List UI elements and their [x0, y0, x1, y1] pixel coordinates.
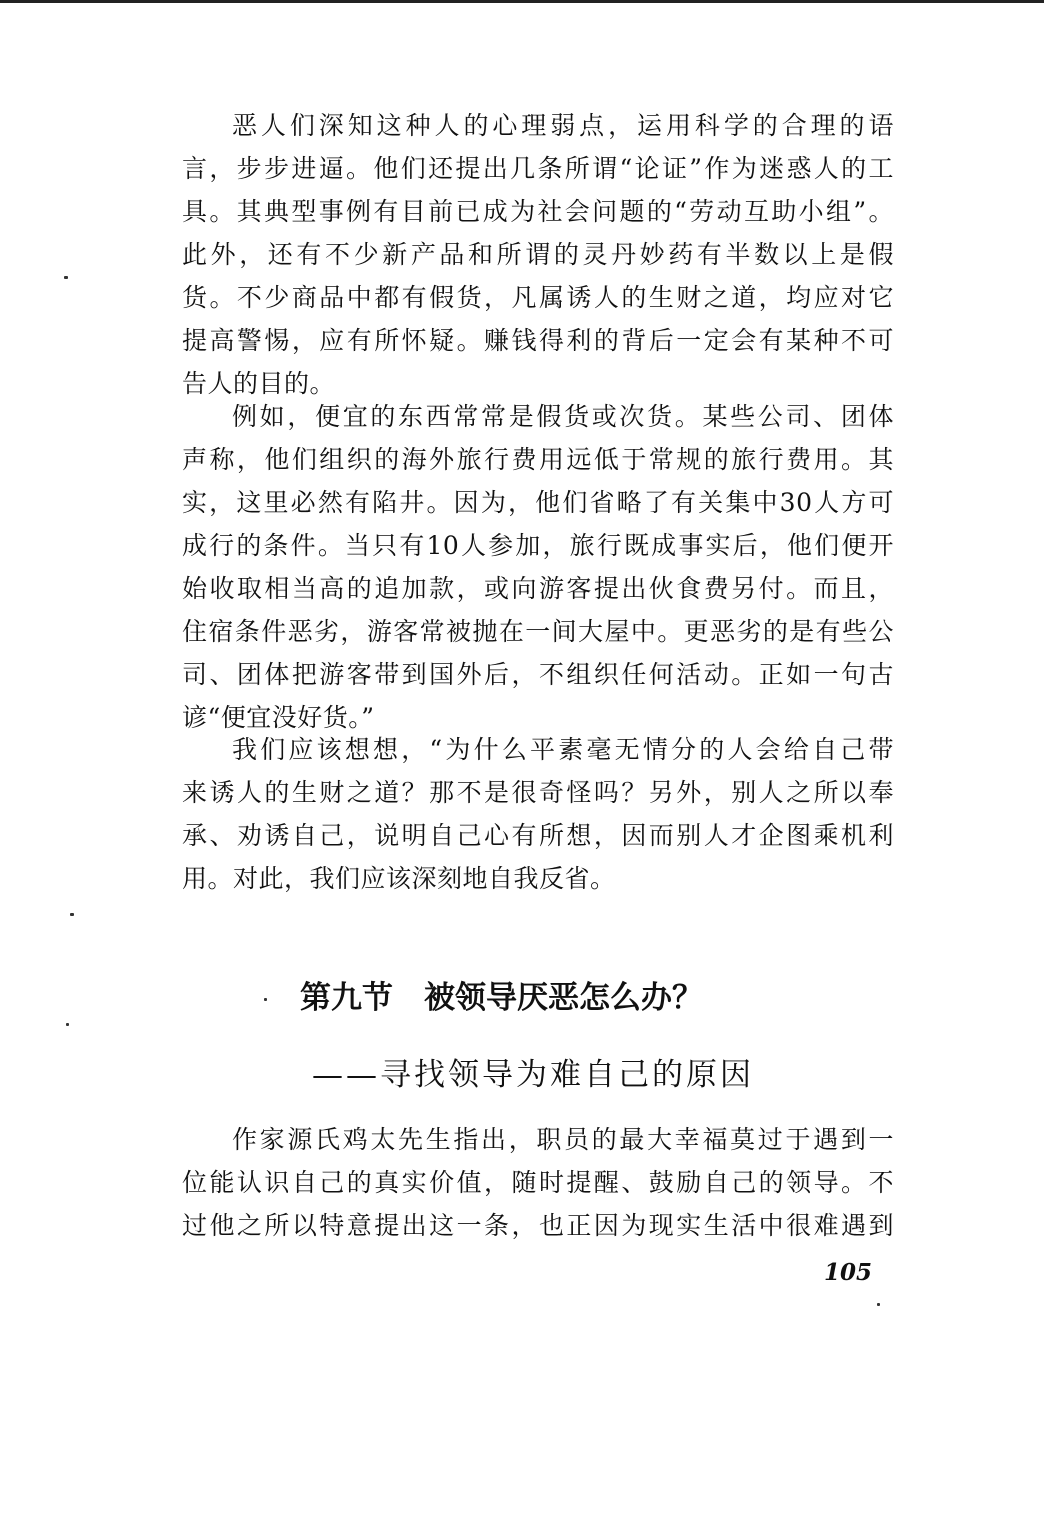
paragraph-2: [182, 395, 894, 739]
text-line: 实，这里必然有陷井。因为，他们省略了有关集中30人方可: [182, 488, 894, 517]
text-line: 成行的条件。当只有10人参加，旅行既成事实后，他们便开: [182, 531, 894, 560]
text-line: 用。对此，我们应该深刻地自我反省。: [182, 864, 616, 893]
text-line: 位能认识自己的真实价值，随时提醒、鼓励自己的领导。不: [182, 1168, 894, 1197]
text-line: 始收取相当高的追加款，或向游客提出伙食费另付。而且，: [182, 574, 894, 603]
text-line: 言，步步进逼。他们还提出几条所谓“论证”作为迷惑人的工: [182, 154, 894, 183]
scan-speck: [264, 998, 267, 1001]
top-border-rule: [0, 0, 1044, 3]
page-number: 105: [824, 1259, 873, 1286]
paragraph-4: [182, 1118, 894, 1247]
text-line: 司、团体把游客带到国外后，不组织任何活动。正如一句古: [182, 660, 894, 689]
text-line: 住宿条件恶劣，游客常被抛在一间大屋中。更恶劣的是有些公: [182, 617, 894, 646]
paragraph-1: [182, 104, 894, 405]
text-line: 谚“便宜没好货。”: [182, 703, 375, 732]
text-line: 作家源氏鸡太先生指出，职员的最大幸福莫过于遇到一: [232, 1125, 894, 1154]
section-subheading: ——寻找领导为难自己的原因: [312, 1057, 754, 1093]
scan-speck: [877, 1303, 880, 1306]
scan-speck: [64, 276, 68, 279]
text-line: 具。其典型事例有目前已成为社会问题的“劳动互助小组”。: [182, 197, 894, 226]
text-line: 承、劝诱自己，说明自己心有所想，因而别人才企图乘机利: [182, 821, 894, 850]
text-line: 来诱人的生财之道？那不是很奇怪吗？另外，别人之所以奉: [182, 778, 894, 807]
section-heading: 第九节 被领导厌恶怎么办？: [300, 980, 703, 1016]
text-line: 例如，便宜的东西常常是假货或次货。某些公司、团体: [232, 402, 894, 431]
text-line: 告人的目的。: [182, 369, 336, 398]
text-line: 提高警惕，应有所怀疑。赚钱得利的背后一定会有某种不可: [182, 326, 894, 355]
paragraph-3: [182, 728, 894, 900]
scan-speck: [66, 1023, 69, 1026]
text-line: 声称，他们组织的海外旅行费用远低于常规的旅行费用。其: [182, 445, 894, 474]
text-line: 此外，还有不少新产品和所谓的灵丹妙药有半数以上是假: [182, 240, 894, 269]
scan-speck: [70, 913, 74, 916]
text-line: 过他之所以特意提出这一条，也正因为现实生活中很难遇到: [182, 1211, 894, 1240]
text-line: 我们应该想想，“为什么平素毫无情分的人会给自己带: [232, 735, 894, 764]
text-line: 恶人们深知这种人的心理弱点，运用科学的合理的语: [232, 111, 894, 140]
text-line: 货。不少商品中都有假货，凡属诱人的生财之道，均应对它: [182, 283, 894, 312]
